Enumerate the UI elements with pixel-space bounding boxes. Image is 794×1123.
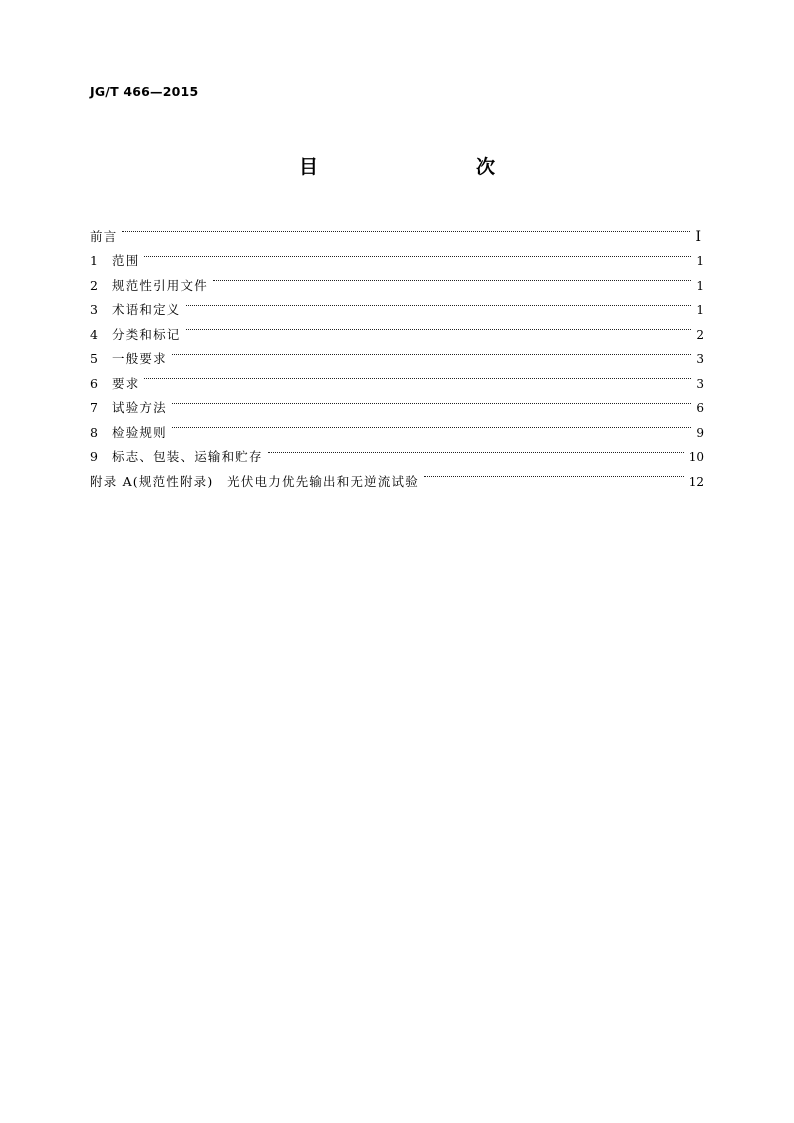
toc-entry-label: 前言: [90, 228, 118, 244]
toc-entry-page: 10: [688, 450, 704, 464]
toc-entry-label: 5 一般要求: [90, 347, 172, 372]
toc-entry-label: 3 术语和定义: [90, 298, 186, 323]
toc-entry-requirements[interactable]: [90, 363, 704, 391]
dot-leader: [144, 241, 691, 266]
toc-entry-label: 9 标志、包装、运输和贮存: [90, 445, 268, 470]
table-of-contents: [90, 216, 704, 489]
toc-entry-label: 6 要求: [90, 372, 144, 397]
toc-entry-label: 1 范围: [90, 249, 144, 274]
toc-entry-label: 2 规范性引用文件: [90, 274, 213, 299]
toc-entry-label: 附录 A(规范性附录) 光伏电力优先输出和无逆流试验: [90, 473, 419, 489]
toc-entry-page: 1: [696, 254, 704, 268]
toc-entry-number: 8: [90, 424, 98, 440]
toc-entry-marking-packaging[interactable]: [90, 437, 704, 462]
toc-entry-page: 3: [696, 376, 704, 391]
dot-leader: [186, 314, 692, 339]
toc-entry-page: 2: [696, 327, 704, 342]
toc-entry-number: 6: [90, 375, 98, 391]
dot-leader: [213, 265, 691, 290]
toc-entry-page: 6: [696, 401, 704, 415]
toc-entry-inspection-rules[interactable]: [90, 412, 704, 440]
toc-entry-number: 4: [90, 326, 98, 342]
toc-entry-page: Ⅰ: [695, 228, 701, 245]
toc-entry-normative-references[interactable]: [90, 265, 704, 293]
toc-entry-page: 9: [696, 425, 704, 440]
toc-entry-number: 3: [90, 302, 98, 317]
toc-entry-number: 2: [90, 277, 98, 293]
toc-entry-number: 9: [90, 449, 98, 464]
toc-entry-general-requirements[interactable]: [90, 339, 704, 364]
dot-leader: [172, 412, 692, 437]
toc-entry-label: 7 试验方法: [90, 396, 172, 421]
toc-entry-page: 1: [696, 303, 704, 317]
dot-leader: [172, 339, 692, 364]
toc-entry-number: 5: [90, 351, 98, 366]
dot-leader: [186, 290, 692, 315]
toc-entry-label: 4 分类和标记: [90, 323, 186, 348]
toc-entry-page: 3: [696, 352, 704, 366]
toc-title: 目 次: [298, 156, 535, 178]
toc-entry-foreword[interactable]: [90, 216, 704, 245]
dot-leader: [268, 437, 684, 462]
toc-entry-number: 7: [90, 400, 98, 415]
toc-entry-label: 8 检验规则: [90, 421, 172, 446]
dot-leader: [424, 461, 684, 486]
dot-leader: [172, 388, 692, 413]
toc-entry-page: 12: [688, 474, 704, 489]
toc-entry-page: 1: [696, 278, 704, 293]
dot-leader: [144, 363, 691, 388]
toc-entry-number: 1: [90, 253, 98, 268]
toc-entry-scope[interactable]: [90, 241, 704, 266]
dot-leader: [122, 216, 690, 241]
standard-code: JG/T 466—2015: [90, 84, 199, 99]
toc-entry-test-methods[interactable]: [90, 388, 704, 413]
